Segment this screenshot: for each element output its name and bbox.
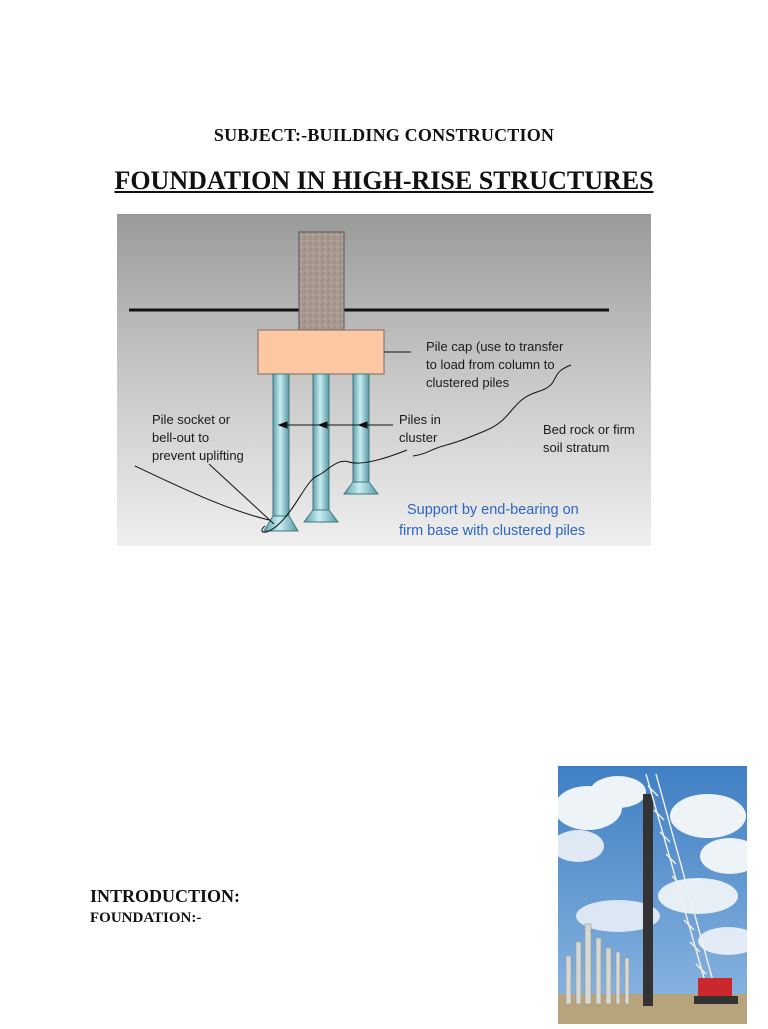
pile-socket-label: Pile socket or bell-out to prevent uplifting	[152, 412, 244, 463]
subject-heading: SUBJECT:-BUILDING CONSTRUCTION	[213, 125, 555, 145]
page-title: FOUNDATION IN HIGH-RISE STRUCTURES	[114, 166, 654, 195]
introduction-heading: INTRODUCTION:	[90, 886, 241, 906]
pile-cap-label: Pile cap (use to transfer to load from column to clustered piles	[426, 339, 564, 390]
pile-cap	[258, 330, 384, 374]
support-caption: Support by end-bearing on firm base with clustered piles	[399, 502, 586, 539]
foundation-subheading: FOUNDATION:-	[90, 910, 202, 926]
piles-in-cluster-label: Piles in cluster	[399, 412, 441, 445]
pile-foundation-diagram	[117, 214, 651, 546]
pile-driving-crane-photo	[558, 766, 747, 1024]
diagram-background	[117, 214, 651, 546]
column	[299, 232, 344, 330]
bedrock-label: Bed rock or firm soil stratum	[543, 422, 635, 455]
